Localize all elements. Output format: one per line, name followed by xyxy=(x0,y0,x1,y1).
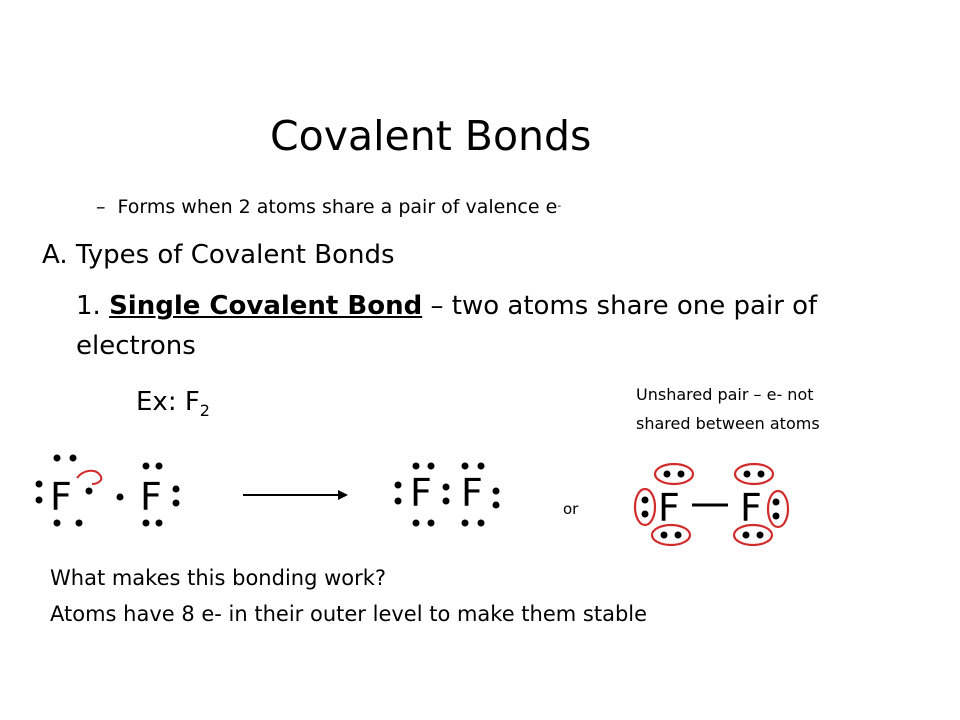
or-label: or xyxy=(563,500,579,518)
atom-symbol: F xyxy=(50,475,72,519)
arrow-head xyxy=(338,490,348,500)
bullet-dash: – xyxy=(96,196,106,218)
item-definition-continued: electrons xyxy=(76,331,196,361)
atom-symbol: F xyxy=(410,471,432,515)
answer-text: Atoms have 8 e- in their outer level to make them stable xyxy=(50,602,648,626)
example-subscript: 2 xyxy=(199,401,210,420)
question-text: What makes this bonding work? xyxy=(50,566,387,590)
atom-symbol: F xyxy=(140,475,162,519)
item-definition: – two atoms share one pair of xyxy=(430,291,818,321)
item-term: Single Covalent Bond xyxy=(109,291,423,321)
example-text: Ex: F xyxy=(136,387,200,417)
slide-title: Covalent Bonds xyxy=(270,112,592,160)
bullet-superscript: - xyxy=(557,199,562,212)
bullet-text: Forms when 2 atoms share a pair of valence e xyxy=(117,196,558,218)
shared-pair-highlight xyxy=(77,471,101,484)
unshared-pair-note-line1: Unshared pair – e- not xyxy=(636,385,814,404)
section-heading: A. Types of Covalent Bonds xyxy=(42,240,395,270)
item-number: 1. xyxy=(76,291,101,321)
atom-symbol: F xyxy=(658,486,680,530)
atom-symbol: F xyxy=(740,486,762,530)
atom-symbol: F xyxy=(461,471,483,515)
unshared-pair-note-line2: shared between atoms xyxy=(636,414,820,433)
